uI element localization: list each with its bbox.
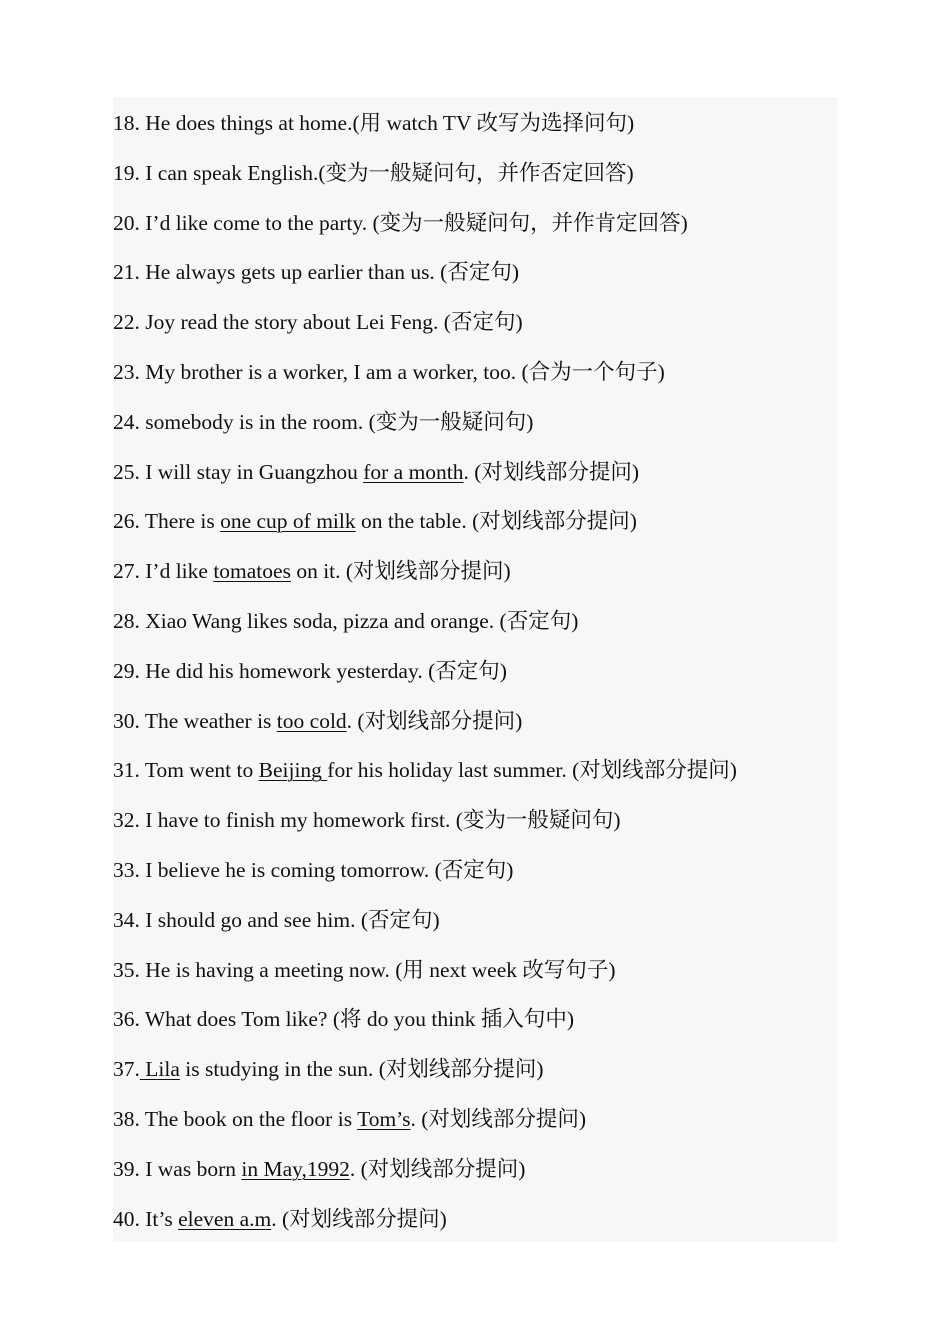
- sentence-text: 23. My brother is a worker, I am a worker, too. (合为一个句子): [113, 360, 665, 384]
- sentence-text: on the table. (对划线部分提问): [355, 509, 637, 534]
- exercise-line: [113, 806, 621, 834]
- exercise-line: [113, 607, 578, 635]
- exercise-line: [113, 358, 665, 386]
- exercise-line: [113, 458, 639, 486]
- sentence-text: 39. I was born: [113, 1156, 242, 1181]
- sentence-text: 22. Joy read the story about Lei Feng. (否定句): [113, 310, 523, 335]
- sentence-text: on it. (对划线部分提问): [290, 559, 511, 584]
- underlined-phrase: too cold: [276, 708, 347, 733]
- sentence-text: 30. The weather is: [113, 708, 277, 733]
- sentence-text: 28. Xiao Wang likes soda, pizza and orange. (否定句): [113, 609, 579, 633]
- sentence-text: 34. I should go and see him. (否定句): [113, 907, 440, 932]
- exercise-line: [113, 258, 519, 286]
- exercise-line: [113, 707, 522, 735]
- sentence-text: 36. What does Tom like? (将 do you think 插入句中): [113, 1007, 575, 1032]
- exercise-line: [113, 1205, 447, 1233]
- exercise-line: [113, 956, 616, 984]
- underlined-phrase: Tom’s: [357, 1107, 411, 1131]
- sentence-text: . (对划线部分提问): [410, 1107, 587, 1131]
- sentence-text: 27. I’d like: [113, 559, 214, 584]
- sentence-text: 37.: [113, 1057, 140, 1082]
- exercise-line: [113, 408, 533, 436]
- sentence-text: 24. somebody is in the room. (变为一般疑问句): [113, 409, 534, 434]
- sentence-text: 18. He does things at home.(用 watch TV 改写为选择问句): [113, 111, 635, 135]
- underlined-phrase: eleven a.m: [178, 1206, 272, 1231]
- underlined-phrase: Lila: [139, 1057, 180, 1082]
- sentence-text: 31. Tom went to: [113, 758, 259, 783]
- exercise-line: [113, 109, 634, 137]
- exercise-line: [113, 557, 511, 585]
- sentence-text: 38. The book on the floor is: [113, 1107, 358, 1131]
- exercise-line: [113, 856, 513, 884]
- sentence-text: 21. He always gets up earlier than us. (否定句): [113, 260, 520, 285]
- exercise-line: [113, 906, 440, 934]
- sentence-text: 33. I believe he is coming tomorrow. (否定句): [113, 858, 514, 882]
- exercise-line: [113, 209, 688, 237]
- sentence-text: for his holiday last summer. (对划线部分提问): [327, 758, 737, 783]
- sentence-text: . (对划线部分提问): [463, 459, 640, 484]
- sentence-text: 19. I can speak English.(变为一般疑问句，并作否定回答): [113, 160, 634, 185]
- underlined-phrase: in May,1992: [241, 1156, 350, 1181]
- underlined-phrase: for a month: [363, 459, 464, 484]
- exercise-line: [113, 507, 637, 535]
- sentence-text: 32. I have to finish my homework first. (变为一般疑问句): [113, 808, 621, 833]
- exercise-line: [113, 159, 634, 187]
- sentence-text: 29. He did his homework yesterday. (否定句): [113, 658, 507, 683]
- exercise-line: [113, 308, 523, 336]
- exercise-line: [113, 1105, 586, 1133]
- sentence-text: . (对划线部分提问): [346, 708, 523, 733]
- exercise-line: [113, 756, 737, 784]
- sentence-text: 40. It’s: [113, 1206, 179, 1231]
- underlined-phrase: one cup of milk: [220, 509, 356, 534]
- exercise-line: [113, 1155, 525, 1183]
- underlined-phrase: tomatoes: [213, 559, 291, 584]
- underlined-phrase: Beijing: [258, 758, 328, 783]
- exercise-line: [113, 1005, 574, 1033]
- exercise-line: [113, 1055, 544, 1083]
- sentence-text: 35. He is having a meeting now. (用 next week 改写句子): [113, 957, 616, 982]
- sentence-text: . (对划线部分提问): [271, 1206, 447, 1231]
- sentence-text: 26. There is: [113, 509, 221, 534]
- exercise-line: [113, 657, 507, 685]
- sentence-text: . (对划线部分提问): [349, 1156, 526, 1181]
- sentence-text: 20. I’d like come to the party. (变为一般疑问句，并作肯定回答): [113, 210, 688, 235]
- sentence-text: 25. I will stay in Guangzhou: [113, 459, 364, 484]
- sentence-text: is studying in the sun. (对划线部分提问): [179, 1057, 544, 1082]
